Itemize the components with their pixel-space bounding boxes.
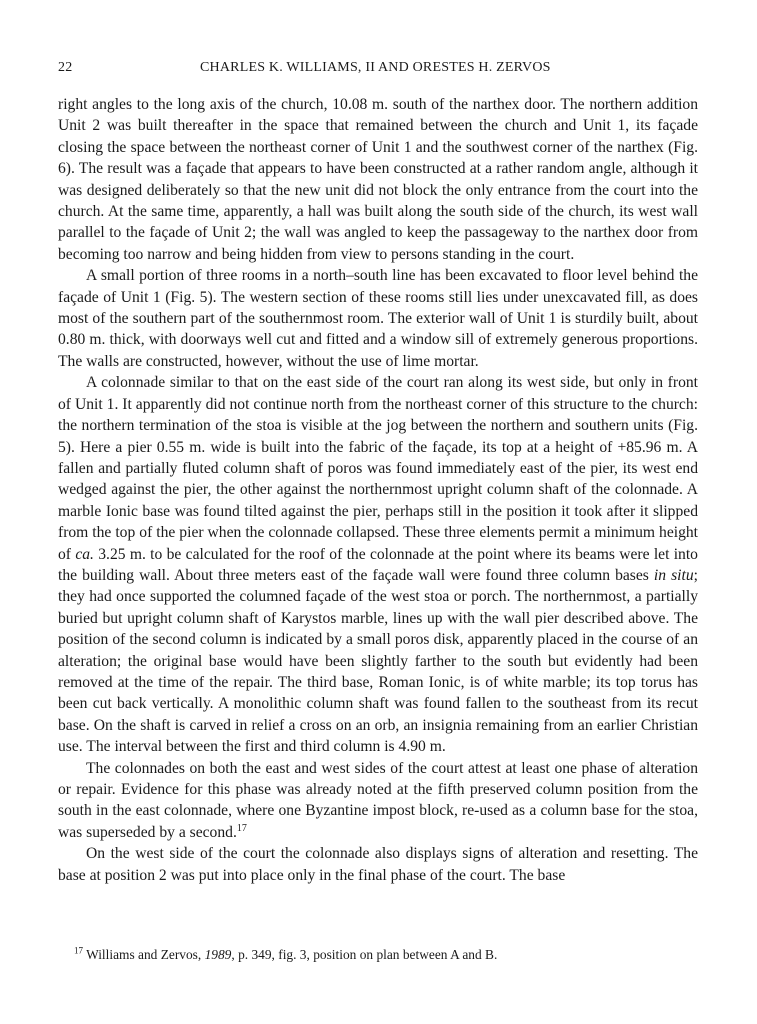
paragraph-3-text-a: A colonnade similar to that on the east side of the court ran along its west side, but only in front of Unit 1. It apparently did not continue north from the northeast corner of this structure to the church: the northern termination of the stoa is visible at the jog between the northern and southern units (Fig. 5). Here a pier 0.55 m. wide is built into the fabric of the façade, its top at a height of +85.96 m. A fallen and partially fluted column shaft of poros was found immediately east of the pier, its west end wedged against the pier, the other against the northernmost upright column shaft of the colonnade. A marble Ionic base was found tilted against the pier, perhaps still in the position it took after it slipped from the top of the pier when the colonnade collapsed. These three elements permit a minimum height of xyxy=(58,374,698,563)
paragraph-3-text-b: 3.25 m. to be calculated for the roof of the colonnade at the point where its beams were let into the building wall. About three meters east of the façade wall were found three column bases xyxy=(58,545,698,584)
paragraph-1: right angles to the long axis of the church, 10.08 m. south of the narthex door. The northern addition Unit 2 was built thereafter in the space that remained between the church and Unit 1, its façade closing the space between the northeast corner of Unit 1 and the southwest corner of the narthex (Fig. 6). The result was a façade that appears to have been constructed at a rather random angle, although it was designed deliberately so that the new unit did not block the only entrance from the court into the church. At the same time, apparently, a hall was built along the south side of the church, its west wall parallel to the façade of Unit 2; the wall was angled to keep the passageway to the narthex door from becoming too narrow and being hidden from view to persons standing in the court. xyxy=(58,96,698,263)
footnote-year: 1989 xyxy=(204,947,232,962)
footnote-number: 17 xyxy=(74,945,83,956)
footnote-17 xyxy=(74,946,698,964)
paragraph-2: A small portion of three rooms in a north–south line has been excavated to floor level behind the façade of Unit 1 (Fig. 5). The western section of these rooms still lies under unexcavated fill, as does most of the southern part of the southernmost room. The exterior wall of Unit 1 is sturdily built, about 0.80 m. thick, with doorways well cut and fitted and a window sill of extremely generous proportions. The walls are constructed, however, without the use of lime mortar. xyxy=(58,267,698,370)
paragraph-5: On the west side of the court the colonnade also displays signs of alteration and resetting. The base at position 2 was put into place only in the final phase of the court. The base xyxy=(58,845,698,884)
footnote-ref-17[interactable]: 17 xyxy=(236,822,247,834)
footnote-text-a: Williams and Zervos, xyxy=(86,947,202,962)
ca-abbreviation: ca. xyxy=(75,545,94,563)
page-number: 22 xyxy=(58,60,73,75)
in-situ-term: in situ xyxy=(653,566,694,584)
body-text xyxy=(58,94,698,886)
footnote-text-b: , p. 349, fig. 3, position on plan between A and B. xyxy=(231,947,498,962)
paragraph-4-text: The colonnades on both the east and west sides of the court attest at least one phase of alteration or repair. Evidence for this phase was already noted at the fifth preserved column position from the south in the east colonnade, where one Byzantine impost block, re-used as a column base for the stoa, was superseded by a second. xyxy=(58,759,698,841)
paragraph-3-text-c: ; they had once supported the columned façade of the west stoa or porch. The northernmost, a partially buried but upright column shaft of Karystos marble, lines up with the wall pier described above. The position of the second column is indicated by a small poros disk, apparently placed in the course of an alteration; the original base would have been slightly farther to the south but evidently had been removed at the time of the repair. The third base, Roman Ionic, is of white marble; its top torus has been cut back vertically. A monolithic column shaft was found fallen to the southeast from its recut base. On the shaft is carved in relief a cross on an orb, an insignia remaining from an earlier Christian use. The interval between the first and third column is 4.90 m. xyxy=(58,566,698,756)
paragraph-3 xyxy=(58,372,698,757)
running-head-authors: CHARLES K. WILLIAMS, II AND ORESTES H. ZERVOS xyxy=(200,60,551,75)
paragraph-4 xyxy=(58,758,698,844)
